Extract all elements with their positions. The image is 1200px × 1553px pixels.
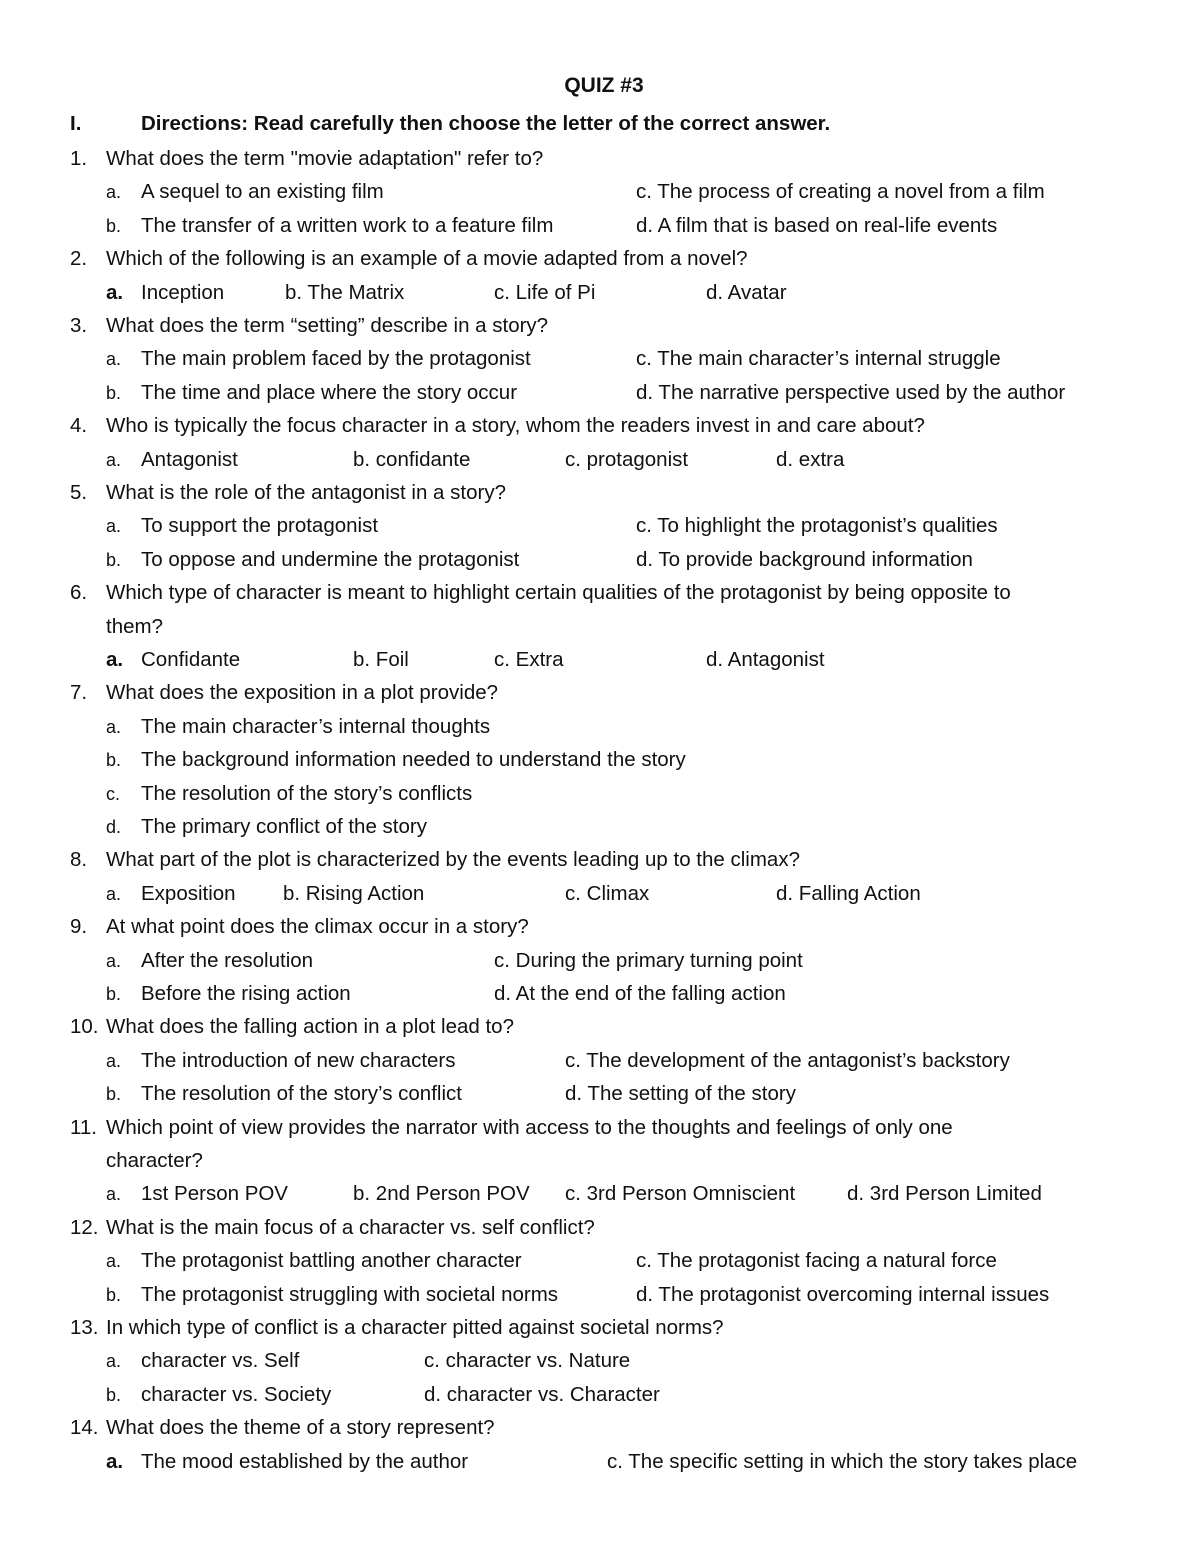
answer-letter: b.: [106, 1384, 122, 1405]
answer-option: To support the protagonist: [141, 514, 379, 538]
question-text: What does the theme of a story represent?: [106, 1416, 495, 1440]
answer-letter: a.: [106, 449, 122, 470]
answer-row: [0, 1381, 1200, 1409]
question-number: 9.: [70, 915, 88, 939]
answer-row: [0, 646, 1200, 674]
question-line: [0, 479, 1200, 507]
question-line: [0, 1214, 1200, 1242]
question-line: [0, 1114, 1200, 1142]
answer-option: d. 3rd Person Limited: [847, 1182, 1042, 1206]
answer-option: Inception: [141, 280, 225, 304]
answer-letter: b.: [106, 549, 122, 570]
question-number: 1.: [70, 147, 88, 170]
answer-row: [0, 212, 1200, 240]
question-text: What does the exposition in a plot provide?: [106, 681, 499, 705]
answer-option: c. Climax: [565, 881, 650, 905]
answer-letter: a.: [106, 1050, 122, 1071]
question-number: 7.: [70, 681, 88, 705]
answer-option: Before the rising action: [141, 982, 351, 1005]
answer-option: d. The protagonist overcoming internal issues: [636, 1282, 1050, 1306]
answer-row: [0, 947, 1200, 975]
answer-letter: a.: [106, 1449, 124, 1473]
question-line: [0, 312, 1200, 340]
question-line: [0, 412, 1200, 440]
directions-text: Directions: Read carefully then choose the letter of the correct answer.: [141, 112, 831, 135]
question-number: 4.: [70, 414, 88, 438]
answer-row: [0, 546, 1200, 574]
answer-option: c. protagonist: [565, 447, 689, 471]
answer-option: The mood established by the author: [141, 1449, 469, 1473]
answer-option: The protagonist struggling with societal norms: [141, 1282, 559, 1306]
answer-option: The main problem faced by the protagonist: [141, 347, 531, 371]
answer-option: The time and place where the story occur: [141, 380, 518, 404]
answer-letter: b.: [106, 1284, 122, 1305]
answer-row: [0, 713, 1200, 741]
answer-letter: a.: [106, 1184, 122, 1205]
answer-row: [0, 345, 1200, 373]
question-text: What is the main focus of a character vs. self conflict?: [106, 1215, 595, 1239]
answer-option: The primary conflict of the story: [141, 815, 427, 838]
answer-row: [0, 1080, 1200, 1108]
question-text: What part of the plot is characterized by the events leading up to the climax?: [106, 848, 800, 872]
answer-option: b. confidante: [353, 447, 471, 471]
question-text: Who is typically the focus character in a story, whom the readers invest in and care about?: [106, 414, 925, 438]
question-line: [0, 1013, 1200, 1041]
answer-option: d. To provide background information: [636, 547, 973, 571]
answer-letter: a.: [106, 182, 122, 203]
question-line: [0, 145, 1200, 173]
answer-option: b. Foil: [353, 648, 409, 671]
answer-option: The transfer of a written work to a feature film: [141, 213, 554, 237]
answer-row: [0, 178, 1200, 206]
answer-letter: d.: [106, 817, 122, 837]
answer-row: [0, 512, 1200, 540]
question-number: 2.: [70, 247, 88, 271]
answer-option: b. The Matrix: [285, 280, 405, 304]
answer-option: c. The process of creating a novel from a film: [636, 180, 1045, 204]
answer-option: The background information needed to understand the story: [141, 748, 686, 772]
answer-option: c. Extra: [494, 648, 564, 671]
answer-letter: a.: [106, 1251, 122, 1272]
answer-option: A sequel to an existing film: [141, 180, 384, 204]
answer-row: [0, 1047, 1200, 1075]
answer-letter: c.: [106, 783, 121, 804]
answer-option: c. 3rd Person Omniscient: [565, 1182, 796, 1206]
answer-option: d. extra: [776, 447, 845, 471]
directions-heading: [70, 112, 830, 136]
answer-option: Confidante: [141, 648, 241, 671]
answer-letter: a.: [106, 716, 122, 737]
question-line-continued: [0, 1147, 1200, 1175]
question-text: Which of the following is an example of a movie adapted from a novel?: [106, 247, 748, 271]
answer-row: [0, 1347, 1200, 1375]
question-line: [0, 579, 1200, 607]
answer-letter: b.: [106, 1084, 122, 1105]
answer-option: c. Life of Pi: [494, 280, 596, 304]
answer-option: c. During the primary turning point: [494, 948, 803, 972]
answer-option: After the resolution: [141, 948, 314, 972]
question-line: [0, 1414, 1200, 1442]
question-line: [0, 679, 1200, 707]
question-text: What is the role of the antagonist in a story?: [106, 481, 506, 504]
question-number: 5.: [70, 481, 88, 504]
answer-option: Exposition: [141, 881, 236, 905]
answer-letter: a.: [106, 648, 124, 671]
quiz-title: QUIZ #3: [564, 74, 644, 97]
question-number: 3.: [70, 314, 88, 337]
answer-option: The main character’s internal thoughts: [141, 714, 491, 738]
answer-row: [0, 379, 1200, 407]
answer-letter: a.: [106, 516, 122, 537]
question-text: In which type of conflict is a character pitted against societal norms?: [106, 1316, 724, 1339]
answer-letter: b.: [106, 750, 122, 771]
answer-row: [0, 1448, 1200, 1476]
answer-row: [0, 813, 1200, 841]
answer-row: [0, 1281, 1200, 1309]
answer-option: d. A film that is based on real-life events: [636, 213, 998, 237]
answer-option: b. 2nd Person POV: [353, 1182, 530, 1206]
answer-row: [0, 746, 1200, 774]
answer-row: [0, 980, 1200, 1008]
question-number: 6.: [70, 581, 88, 605]
answer-option: d. The setting of the story: [565, 1082, 796, 1106]
answer-option: 1st Person POV: [141, 1182, 288, 1206]
answer-option: c. The development of the antagonist’s backstory: [565, 1048, 1010, 1072]
answer-option: b. Rising Action: [283, 881, 425, 905]
answer-letter: a.: [106, 883, 122, 904]
question-number: 13.: [70, 1316, 99, 1339]
answer-row: [0, 446, 1200, 474]
answer-row: [0, 1247, 1200, 1275]
question-number: 11.: [70, 1115, 97, 1139]
answer-option: character vs. Society: [141, 1382, 332, 1406]
answer-option: The resolution of the story’s conflicts: [141, 781, 473, 805]
question-number: 14.: [70, 1416, 99, 1440]
question-number: 10.: [70, 1015, 99, 1039]
answer-letter: a.: [106, 950, 122, 971]
answer-option: To oppose and undermine the protagonist: [141, 547, 520, 571]
answer-letter: b.: [106, 382, 122, 403]
question-number: 12.: [70, 1215, 99, 1239]
answer-option: character vs. Self: [141, 1349, 300, 1373]
question-text: At what point does the climax occur in a story?: [106, 915, 529, 939]
question-number: 8.: [70, 848, 88, 872]
answer-letter: a.: [106, 280, 124, 304]
answer-option: The introduction of new characters: [141, 1048, 456, 1072]
answer-row: [0, 880, 1200, 908]
answer-option: d. At the end of the falling action: [494, 982, 786, 1005]
answer-option: The resolution of the story’s conflict: [141, 1082, 462, 1106]
answer-row: [0, 279, 1200, 307]
answer-option: d. Antagonist: [706, 648, 825, 671]
answer-letter: a.: [106, 349, 122, 370]
question-text: Which point of view provides the narrator with access to the thoughts and feelings of only one: [106, 1115, 953, 1139]
answer-option: d. The narrative perspective used by the author: [636, 380, 1066, 404]
answer-option: The protagonist battling another character: [141, 1249, 522, 1273]
answer-letter: b.: [106, 215, 122, 236]
answer-option: c. character vs. Nature: [424, 1349, 631, 1373]
answer-option: Antagonist: [141, 447, 238, 471]
section-number: I.: [70, 112, 82, 135]
question-text: Which type of character is meant to highlight certain qualities of the protagonist by being opposite to: [106, 581, 1011, 605]
answer-option: c. The protagonist facing a natural force: [636, 1249, 997, 1273]
question-text: What does the falling action in a plot lead to?: [106, 1015, 514, 1039]
question-line: [0, 1314, 1200, 1342]
answer-letter: a.: [106, 1351, 122, 1372]
question-line: [0, 846, 1200, 874]
question-line: [0, 913, 1200, 941]
answer-option: d. Falling Action: [776, 881, 921, 905]
question-line: [0, 245, 1200, 273]
question-text: What does the term “setting” describe in a story?: [106, 314, 549, 337]
question-line-continued: [0, 613, 1200, 641]
answer-row: [0, 780, 1200, 808]
question-text: What does the term "movie adaptation" refer to?: [106, 147, 544, 170]
answer-letter: b.: [106, 984, 122, 1004]
question-text-continued: character?: [106, 1149, 203, 1172]
answer-option: c. To highlight the protagonist’s qualities: [636, 514, 998, 538]
answer-option: d. character vs. Character: [424, 1382, 660, 1406]
answer-option: c. The specific setting in which the story takes place: [607, 1449, 1078, 1473]
answer-option: c. The main character’s internal struggle: [636, 347, 1001, 371]
answer-row: [0, 1180, 1200, 1208]
answer-option: d. Avatar: [706, 280, 787, 304]
question-text-continued: them?: [106, 614, 163, 638]
